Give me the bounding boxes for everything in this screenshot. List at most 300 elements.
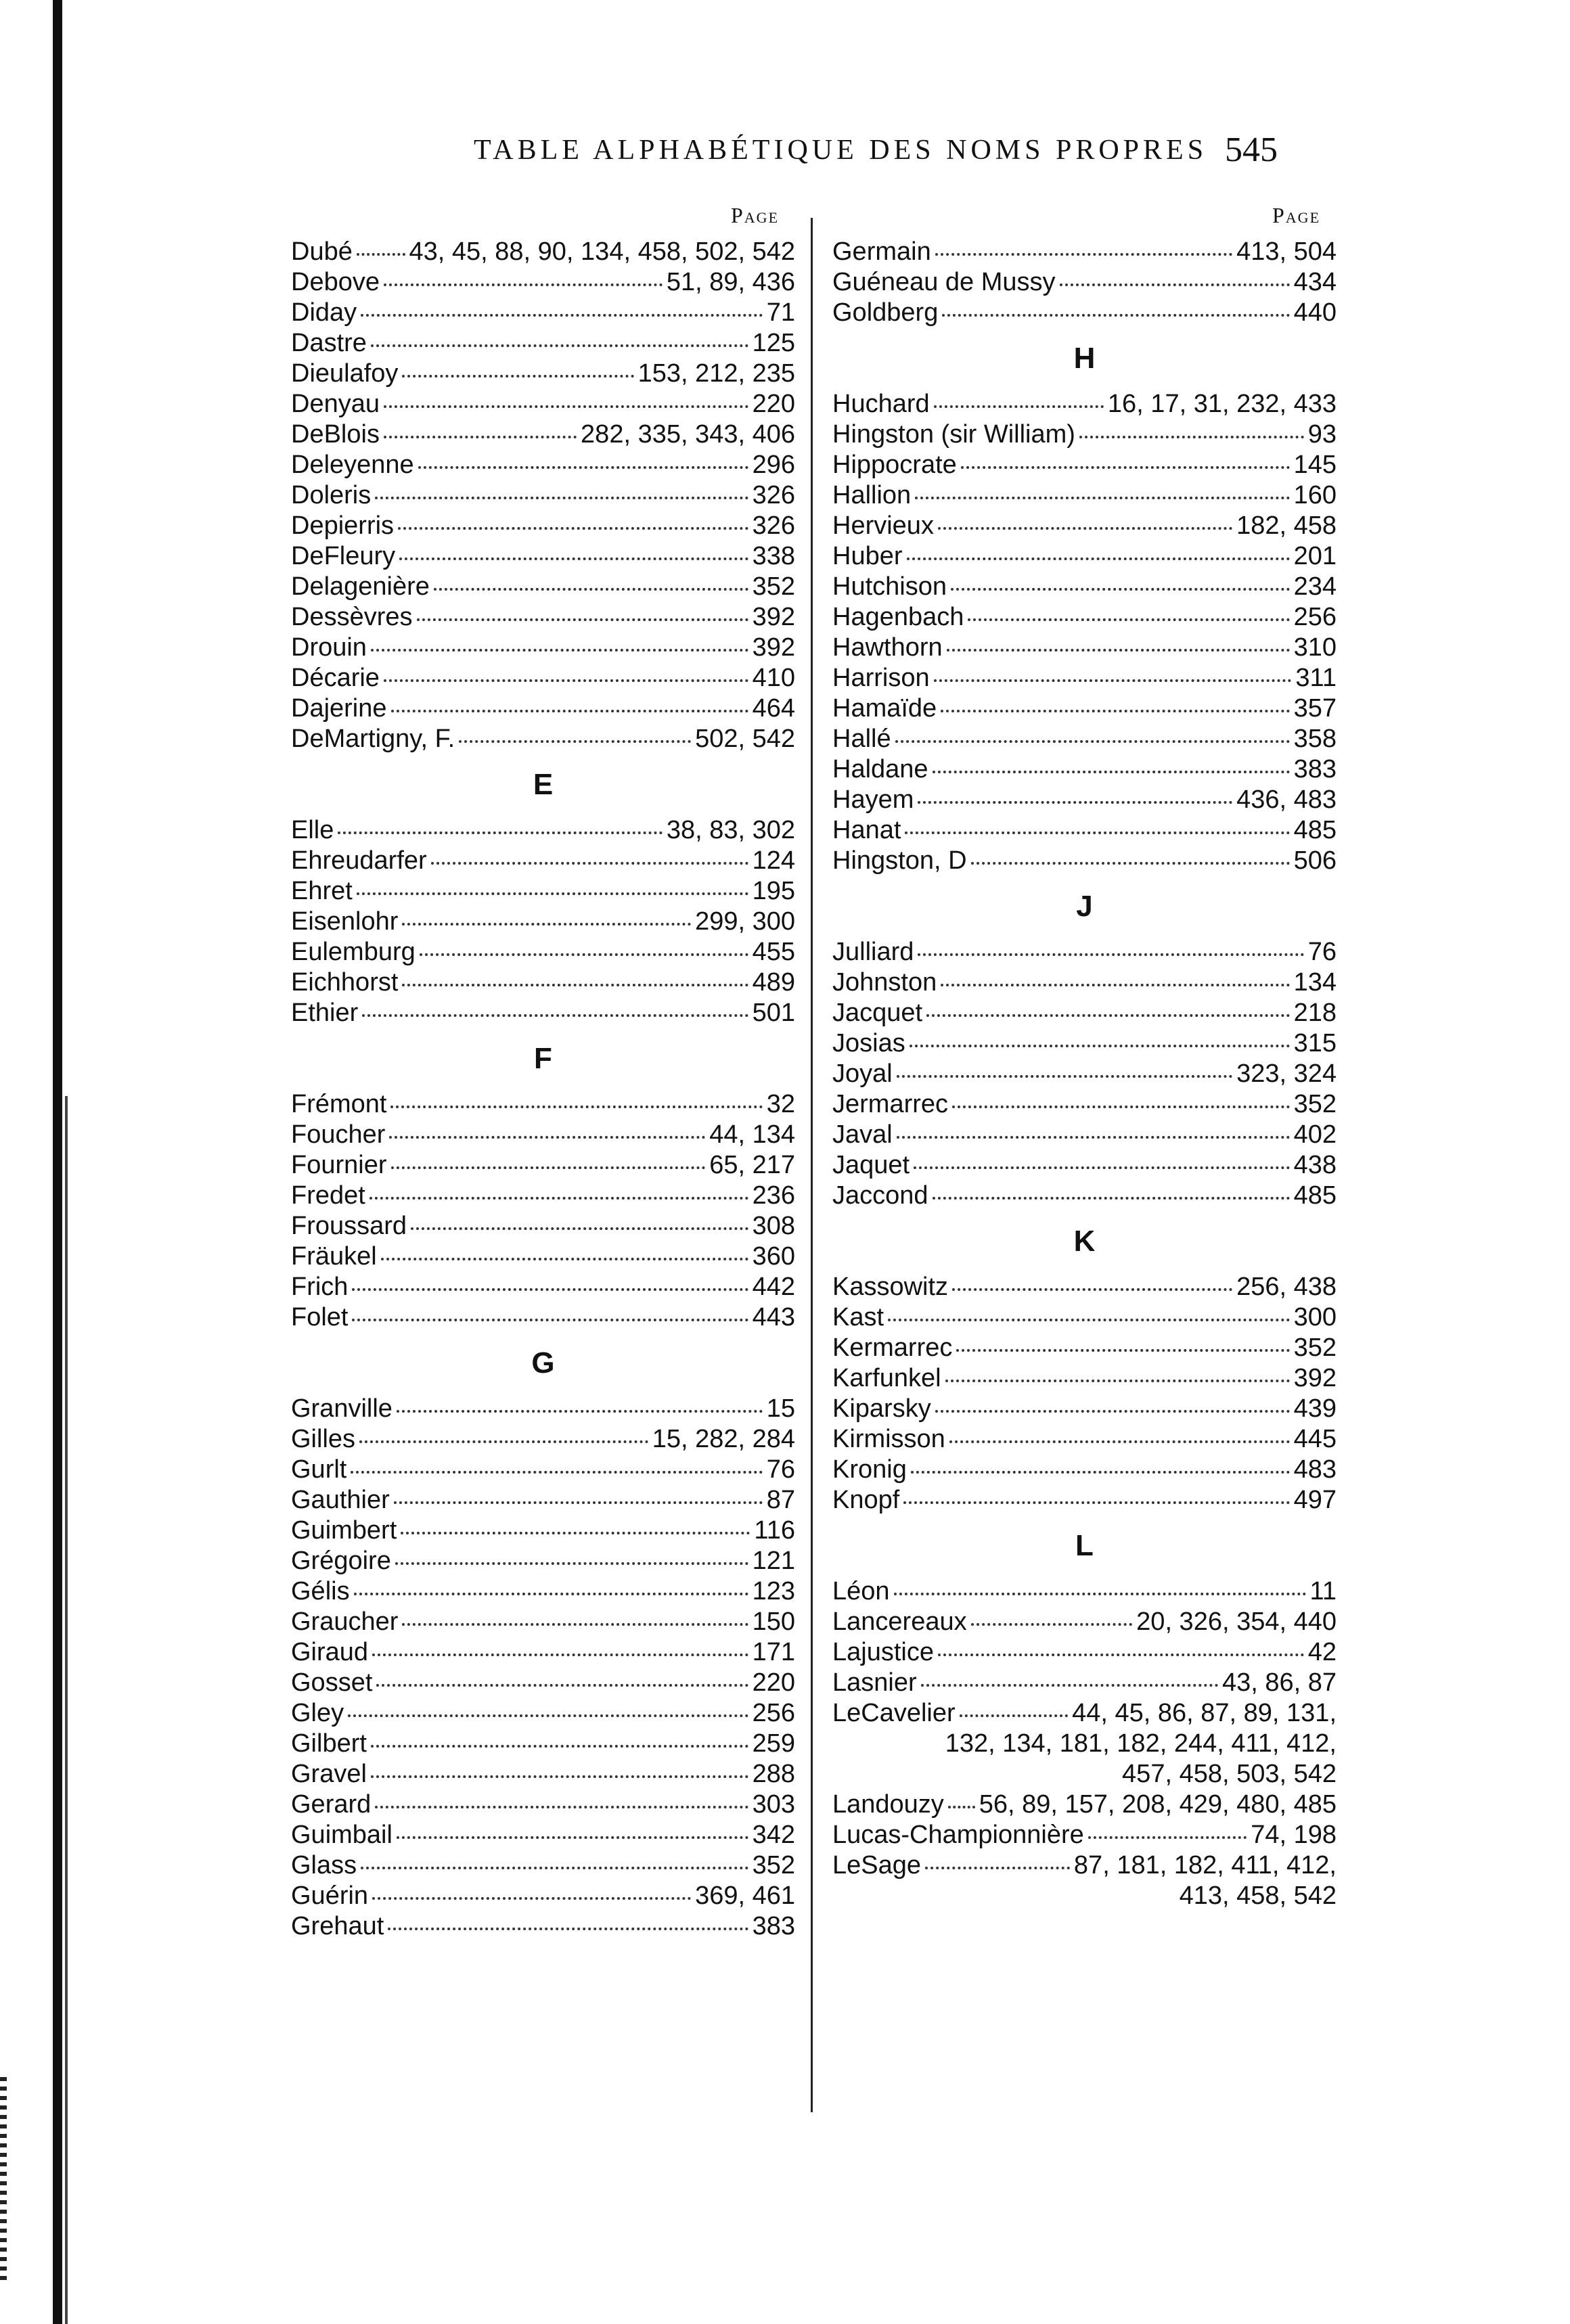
entry-pages: 506	[1293, 846, 1337, 875]
entry-name: Frémont	[291, 1090, 387, 1118]
index-entry	[291, 633, 795, 663]
entry-pages: 153, 212, 235	[637, 359, 795, 388]
entry-name: Josias	[832, 1029, 905, 1057]
section-letter: K	[1073, 1225, 1096, 1258]
entry-name: Landouzy	[832, 1790, 944, 1819]
index-entry	[832, 572, 1337, 602]
entry-pages: 410	[752, 664, 795, 692]
entry-pages: 464	[752, 694, 795, 723]
entry-name: Julliard	[832, 938, 914, 966]
entry-name: Gauthier	[291, 1486, 390, 1514]
entry-name: Javal	[832, 1120, 893, 1149]
dot-leader	[971, 862, 1290, 865]
dot-leader	[362, 1014, 748, 1017]
dot-leader	[395, 1562, 748, 1565]
index-entry	[291, 389, 795, 419]
entry-pages: 76	[766, 1455, 795, 1484]
page-header-title: TABLE ALPHABÉTIQUE DES NOMS PROPRES	[474, 135, 1208, 166]
index-entry	[291, 572, 795, 602]
index-entry	[832, 267, 1337, 298]
index-entry	[291, 907, 795, 937]
scan-edge-line	[65, 1096, 68, 2324]
entry-name: Kronig	[832, 1455, 907, 1484]
entry-pages: 20, 326, 354, 440	[1136, 1608, 1337, 1636]
dot-leader	[1088, 1836, 1247, 1839]
dot-leader	[372, 1897, 691, 1900]
entry-pages: 42	[1307, 1638, 1337, 1666]
entry-pages: 357	[1293, 694, 1337, 723]
entry-name: Guimbail	[291, 1821, 392, 1849]
index-entry	[832, 1120, 1337, 1150]
entry-pages: 11	[1309, 1577, 1337, 1605]
index-entry	[832, 1028, 1337, 1059]
dot-leader	[933, 1197, 1290, 1200]
entry-name: Denyau	[291, 390, 380, 418]
index-entry	[832, 1729, 1337, 1759]
entry-name: Kermarrec	[832, 1334, 953, 1362]
dot-leader	[907, 557, 1290, 560]
entry-pages: 123	[752, 1577, 795, 1605]
entry-name: Lajustice	[832, 1638, 934, 1666]
left-page-label: Page	[731, 203, 780, 227]
entry-pages: 44, 134	[709, 1120, 795, 1149]
entry-name: Hagenbach	[832, 603, 964, 631]
entry-name: Lucas-Championnière	[832, 1821, 1084, 1849]
entry-pages: 392	[752, 603, 795, 631]
page-number: 545	[1225, 131, 1278, 169]
dot-leader	[357, 892, 748, 895]
entry-pages: 434	[1293, 268, 1337, 296]
entry-pages: 43, 86, 87	[1221, 1668, 1337, 1697]
index-entry	[291, 967, 795, 998]
entry-pages: 256	[1293, 603, 1337, 631]
index-entry	[832, 785, 1337, 815]
entry-pages: 132, 134, 181, 182, 244, 411, 412,	[945, 1729, 1337, 1758]
dot-leader	[951, 588, 1290, 591]
dot-leader	[942, 314, 1289, 317]
entry-name: Frich	[291, 1273, 349, 1301]
entry-pages: 326	[752, 511, 795, 540]
dot-leader	[948, 1806, 975, 1808]
index-entry	[832, 389, 1337, 419]
entry-name: Depierris	[291, 511, 395, 540]
index-entry	[832, 663, 1337, 693]
dot-leader	[934, 405, 1104, 408]
entry-pages: 315	[1293, 1029, 1337, 1057]
dot-leader	[401, 1532, 750, 1534]
entry-name: Guérin	[291, 1882, 369, 1910]
dot-leader	[351, 1471, 762, 1474]
index-column-right	[832, 237, 1337, 1911]
dot-leader	[417, 618, 748, 621]
dot-leader	[945, 1380, 1290, 1382]
index-entry	[291, 1850, 795, 1881]
dot-leader	[895, 740, 1290, 743]
section-letter: E	[533, 768, 554, 801]
entry-name: Graucher	[291, 1608, 399, 1636]
index-entry	[832, 1302, 1337, 1333]
entry-name: Fournier	[291, 1151, 387, 1179]
entry-pages: 160	[1293, 481, 1337, 509]
index-entry	[832, 419, 1337, 450]
entry-name: Gley	[291, 1699, 344, 1727]
index-entry	[291, 1607, 795, 1637]
entry-pages: 38, 83, 302	[666, 816, 795, 844]
entry-name: Jacquet	[832, 999, 923, 1027]
index-entry	[291, 267, 795, 298]
dot-leader	[371, 344, 748, 347]
section-letter: L	[1075, 1529, 1094, 1562]
entry-name: Dubé	[291, 237, 353, 266]
index-entry	[291, 1790, 795, 1820]
entry-pages: 124	[752, 846, 795, 875]
index-column-left	[291, 237, 795, 1942]
dot-leader	[411, 1227, 748, 1230]
index-entry	[832, 815, 1337, 846]
entry-pages: 392	[752, 633, 795, 662]
entry-pages: 145	[1293, 451, 1337, 479]
entry-name: Froussard	[291, 1212, 407, 1240]
dot-leader	[933, 771, 1290, 773]
entry-name: Guéneau de Mussy	[832, 268, 1056, 296]
index-entry	[832, 298, 1337, 328]
index-entry	[291, 511, 795, 541]
index-entry	[291, 1911, 795, 1942]
entry-name: Glass	[291, 1851, 357, 1879]
dot-leader	[935, 253, 1232, 256]
entry-pages: 352	[1293, 1334, 1337, 1362]
entry-name: LeCavelier	[832, 1699, 956, 1727]
dot-leader	[369, 1197, 748, 1200]
entry-name: Knopf	[832, 1486, 900, 1514]
entry-name: Dastre	[291, 329, 367, 357]
entry-name: Joyal	[832, 1060, 893, 1088]
entry-name: Grehaut	[291, 1912, 384, 1940]
dot-leader	[910, 1045, 1290, 1047]
index-entry	[832, 1820, 1337, 1850]
entry-name: Harrison	[832, 664, 930, 692]
entry-pages: 402	[1293, 1120, 1337, 1149]
dot-leader	[361, 314, 763, 317]
dot-leader	[376, 1684, 748, 1687]
dot-leader	[938, 1654, 1304, 1656]
entry-name: Drouin	[291, 633, 367, 662]
entry-pages: 234	[1293, 572, 1337, 601]
entry-name: Kast	[832, 1303, 884, 1331]
entry-pages: 16, 17, 31, 232, 433	[1107, 390, 1337, 418]
entry-pages: 171	[752, 1638, 795, 1666]
scan-edge-bar	[53, 0, 62, 2324]
entry-pages: 439	[1293, 1394, 1337, 1423]
dot-leader	[968, 618, 1289, 621]
entry-pages: 303	[752, 1790, 795, 1819]
entry-pages: 358	[1293, 725, 1337, 753]
dot-leader	[971, 1623, 1133, 1626]
entry-pages: 457, 458, 503, 542	[1122, 1760, 1337, 1788]
index-entry	[832, 1576, 1337, 1607]
entry-pages: 236	[752, 1181, 795, 1210]
dot-leader	[420, 953, 748, 956]
index-entry	[291, 298, 795, 328]
index-entry	[291, 541, 795, 572]
entry-name: Léon	[832, 1577, 890, 1605]
dot-leader	[371, 1775, 748, 1778]
index-entry	[291, 1820, 795, 1850]
dot-leader	[388, 1928, 748, 1930]
index-entry	[832, 754, 1337, 785]
entry-pages: 15	[766, 1394, 795, 1423]
index-entry	[832, 1485, 1337, 1516]
index-entry	[832, 998, 1337, 1028]
entry-pages: 342	[752, 1821, 795, 1849]
entry-name: Hervieux	[832, 511, 934, 540]
dot-leader	[941, 710, 1289, 712]
entry-name: Fredet	[291, 1181, 365, 1210]
entry-name: Gurlt	[291, 1455, 347, 1484]
dot-leader	[947, 649, 1290, 652]
dot-leader	[934, 679, 1292, 682]
entry-pages: 256	[752, 1699, 795, 1727]
entry-pages: 383	[752, 1912, 795, 1940]
entry-pages: 501	[752, 999, 795, 1027]
section-letter: H	[1073, 342, 1096, 375]
index-entry	[291, 1424, 795, 1455]
dot-leader	[397, 1410, 763, 1413]
entry-name: Grégoire	[291, 1547, 391, 1575]
entry-name: Gilles	[291, 1425, 356, 1453]
entry-name: Huchard	[832, 390, 930, 418]
index-entry	[291, 724, 795, 754]
dot-leader	[914, 1166, 1290, 1169]
entry-pages: 445	[1293, 1425, 1337, 1453]
index-entry	[291, 1668, 795, 1698]
entry-pages: 65, 217	[709, 1151, 795, 1179]
dot-leader	[384, 405, 748, 408]
entry-name: Gélis	[291, 1577, 350, 1605]
entry-pages: 71	[766, 298, 795, 327]
entry-name: Kassowitz	[832, 1273, 949, 1301]
dot-leader	[926, 1014, 1290, 1017]
index-entry	[291, 1729, 795, 1759]
entry-name: Johnston	[832, 968, 937, 997]
entry-name: Hamaïde	[832, 694, 937, 723]
dot-leader	[394, 1501, 763, 1504]
entry-pages: 87, 181, 182, 411, 412,	[1073, 1851, 1337, 1879]
dot-leader	[938, 527, 1232, 530]
dot-leader	[911, 1471, 1290, 1474]
entry-name: Hawthorn	[832, 633, 943, 662]
entry-name: Granville	[291, 1394, 392, 1423]
entry-pages: 352	[1293, 1090, 1337, 1118]
index-entry	[291, 1272, 795, 1302]
entry-pages: 201	[1293, 542, 1337, 570]
index-entry	[291, 876, 795, 907]
right-page-label: Page	[1272, 203, 1321, 227]
entry-name: Gosset	[291, 1668, 373, 1697]
index-entry	[832, 1881, 1337, 1911]
index-entry	[291, 1516, 795, 1546]
dot-leader	[1060, 283, 1290, 286]
entry-pages: 259	[752, 1729, 795, 1758]
index-entry	[291, 1637, 795, 1668]
index-entry	[832, 1059, 1337, 1089]
entry-pages: 116	[754, 1516, 795, 1545]
entry-name: Dessèvres	[291, 603, 413, 631]
entry-name: Huber	[832, 542, 903, 570]
entry-name: Haldane	[832, 755, 928, 783]
entry-name: Gilbert	[291, 1729, 367, 1758]
entry-pages: 413, 458, 542	[1179, 1882, 1337, 1910]
dot-leader	[398, 527, 748, 530]
index-entry	[832, 602, 1337, 633]
entry-pages: 51, 89, 436	[666, 268, 795, 296]
entry-pages: 134	[1293, 968, 1337, 997]
dot-leader	[918, 953, 1303, 956]
entry-pages: 299, 300	[695, 907, 795, 936]
entry-pages: 76	[1307, 938, 1337, 966]
index-entry	[291, 937, 795, 967]
entry-pages: 74, 198	[1251, 1821, 1337, 1849]
dot-leader	[371, 649, 748, 652]
entry-name: Hallion	[832, 481, 912, 509]
index-entry	[832, 1272, 1337, 1302]
entry-name: Jaquet	[832, 1151, 910, 1179]
dot-leader	[894, 1593, 1306, 1595]
entry-pages: 220	[752, 390, 795, 418]
index-entry	[291, 419, 795, 450]
entry-pages: 87	[766, 1486, 795, 1514]
dot-leader	[402, 984, 748, 986]
entry-pages: 438	[1293, 1151, 1337, 1179]
dot-leader	[390, 1106, 762, 1108]
entry-name: Kiparsky	[832, 1394, 931, 1423]
dot-leader	[372, 1654, 748, 1656]
dot-leader	[391, 1166, 706, 1169]
dot-leader	[897, 1136, 1290, 1139]
dot-leader	[915, 497, 1289, 499]
entry-pages: 182, 458	[1236, 511, 1337, 540]
dot-leader	[941, 984, 1289, 986]
section-letter: F	[534, 1042, 552, 1075]
entry-name: Doleris	[291, 481, 372, 509]
entry-pages: 43, 45, 88, 90, 134, 458, 502, 542	[409, 237, 795, 266]
entry-name: Gravel	[291, 1760, 367, 1788]
index-entry	[832, 1333, 1337, 1363]
entry-name: Kirmisson	[832, 1425, 945, 1453]
index-entry	[291, 815, 795, 846]
entry-pages: 383	[1293, 755, 1337, 783]
entry-pages: 56, 89, 157, 208, 429, 480, 485	[979, 1790, 1337, 1819]
entry-pages: 392	[1293, 1364, 1337, 1392]
dot-leader	[352, 1288, 748, 1291]
entry-name: DeBlois	[291, 420, 380, 449]
dot-leader	[459, 740, 691, 743]
entry-name: Ehret	[291, 877, 353, 905]
entry-name: LeSage	[832, 1851, 922, 1879]
entry-pages: 256, 438	[1236, 1273, 1337, 1301]
index-entry	[291, 1150, 795, 1181]
entry-pages: 455	[752, 938, 795, 966]
entry-name: Hingston, D	[832, 846, 967, 875]
entry-pages: 220	[752, 1668, 795, 1697]
index-entry	[291, 1881, 795, 1911]
entry-name: Guimbert	[291, 1516, 397, 1545]
entry-pages: 310	[1293, 633, 1337, 662]
index-entry	[832, 937, 1337, 967]
section-letter: J	[1076, 890, 1093, 923]
dot-leader	[956, 1349, 1289, 1352]
entry-pages: 326	[752, 481, 795, 509]
index-entry	[832, 633, 1337, 663]
entry-name: Hallé	[832, 725, 891, 753]
entry-name: Goldberg	[832, 298, 939, 327]
index-entry	[291, 663, 795, 693]
entry-pages: 443	[752, 1303, 795, 1331]
index-entry	[832, 1668, 1337, 1698]
entry-pages: 485	[1293, 1181, 1337, 1210]
entry-pages: 296	[752, 451, 795, 479]
dot-leader	[397, 1836, 748, 1839]
entry-pages: 497	[1293, 1486, 1337, 1514]
entry-name: Dieulafoy	[291, 359, 399, 388]
index-entry	[291, 237, 795, 267]
entry-name: Foucher	[291, 1120, 386, 1149]
index-entry	[832, 1181, 1337, 1211]
index-entry	[832, 693, 1337, 724]
entry-name: Décarie	[291, 664, 380, 692]
entry-pages: 352	[752, 1851, 795, 1879]
dot-leader	[375, 497, 748, 499]
entry-name: Giraud	[291, 1638, 369, 1666]
dot-leader	[359, 1440, 648, 1443]
index-entry	[291, 1698, 795, 1729]
entry-name: Delagenière	[291, 572, 430, 601]
dot-leader	[888, 1319, 1290, 1321]
dot-leader	[949, 1440, 1290, 1443]
entry-name: Hingston (sir William)	[832, 420, 1075, 449]
entry-pages: 150	[752, 1608, 795, 1636]
index-entry	[291, 1302, 795, 1333]
dot-leader	[399, 557, 748, 560]
entry-pages: 218	[1293, 999, 1337, 1027]
index-entry	[291, 1120, 795, 1150]
index-entry	[291, 1181, 795, 1211]
entry-pages: 483	[1293, 1455, 1337, 1484]
dot-leader	[338, 831, 662, 834]
dot-leader	[375, 1806, 748, 1808]
entry-pages: 489	[752, 968, 795, 997]
entry-name: Karfunkel	[832, 1364, 941, 1392]
entry-name: Dajerine	[291, 694, 387, 723]
dot-leader	[952, 1106, 1290, 1108]
entry-name: Diday	[291, 298, 357, 327]
dot-leader	[389, 1136, 705, 1139]
entry-name: Hanat	[832, 816, 901, 844]
index-entry	[291, 1546, 795, 1576]
entry-name: Folet	[291, 1303, 349, 1331]
entry-name: Eichhorst	[291, 968, 399, 997]
index-entry	[832, 1790, 1337, 1820]
entry-pages: 44, 45, 86, 87, 89, 131,	[1072, 1699, 1337, 1727]
dot-leader	[921, 1684, 1218, 1687]
dot-leader	[357, 253, 405, 256]
entry-name: Jaccond	[832, 1181, 928, 1210]
dot-leader	[381, 1258, 748, 1260]
entry-name: Hippocrate	[832, 451, 957, 479]
index-entry	[291, 1394, 795, 1424]
index-entry	[832, 541, 1337, 572]
index-entry	[291, 1576, 795, 1607]
